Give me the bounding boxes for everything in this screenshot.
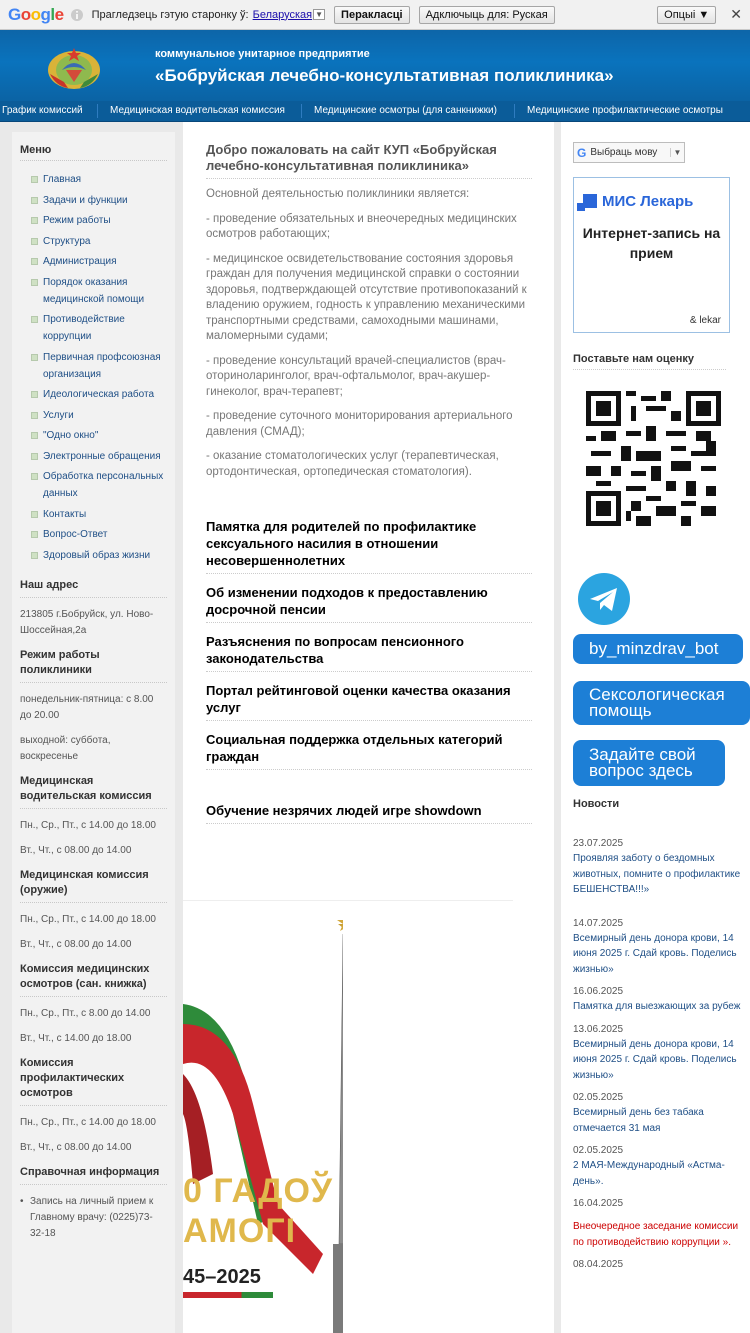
activity-paragraph: - оказание стоматологических услуг (терапевтическая, ортодонтическая, ортопедическая стоматология). (206, 450, 499, 478)
news-link[interactable]: Всемирный день донора крови, 14 июня 2025 г. Сдай кровь. Поделись жизнью» (573, 932, 737, 975)
sidebar-menu (20, 171, 167, 564)
nav-divider (514, 104, 515, 118)
menu-item[interactable]: Режим работы (20, 212, 167, 229)
menu-item[interactable]: Здоровый образ жизни (20, 547, 167, 564)
bullet-icon (31, 238, 38, 245)
schedule-title: Комиссия профилактических осмотров (20, 1056, 167, 1106)
reference-title: Справочная информация (20, 1165, 167, 1185)
news-link[interactable]: 2 МАЯ-Международный «Астма-день». (573, 1160, 725, 1187)
nav-item-preventive-exams[interactable]: Медицинские профилактические осмотры (527, 105, 723, 116)
nav-item-commission-schedule[interactable]: График комиссий (2, 105, 83, 116)
activity-paragraph: - медицинское освидетельствование состояния здоровья граждан для получения медицинской справки о состоянии здоровья, подтверждающей отсутствие противопоказаний к владению оружием, годность к управлению механическими транспортными средствами, самоходными машинами, маломерными судами; (206, 252, 527, 342)
news-link[interactable]: Всемирный день донора крови, 14 июня 2025 г. Сдай кровь. Поделись жизнью» (573, 1038, 737, 1081)
schedule-block (20, 962, 167, 1047)
bullet-icon (31, 279, 38, 286)
nav-item-driver-commission[interactable]: Медицинская водительская комиссия (110, 105, 285, 116)
news-item (573, 984, 741, 1015)
lekar-logo: & lekar (689, 315, 721, 326)
disable-translate-button[interactable]: Адключыць для: Руская (419, 6, 555, 24)
news-date: 08.04.2025 (573, 1259, 624, 1270)
schedule-block (20, 868, 167, 953)
reference-block (20, 1165, 167, 1185)
info-links (206, 518, 532, 824)
menu-item[interactable]: "Одно окно" (20, 427, 167, 444)
schedule-title: Медицинская водительская комиссия (20, 774, 167, 809)
news-item (573, 1257, 741, 1272)
sexology-help-button[interactable]: Сексологическая помощь (573, 681, 750, 725)
divider (183, 900, 513, 901)
bullet-icon (31, 511, 38, 518)
bullet-icon (31, 316, 38, 323)
site-header (0, 30, 750, 101)
target-language-link[interactable]: Беларуская (252, 8, 313, 21)
info-link[interactable]: Разъяснения по вопросам пенсионного законодательства (206, 633, 532, 672)
schedule-line: Пн., Ср., Пт., с 14.00 до 18.00 (20, 1116, 156, 1128)
schedule-line: Пн., Ср., Пт., с 14.00 до 18.00 (20, 913, 156, 925)
org-title[interactable]: «Бобруйская лечебно-консультативная поликлиника» (155, 66, 614, 85)
address-block (20, 578, 167, 765)
bullet-icon (31, 432, 38, 439)
banner-subheadline: АМОГІ (183, 1212, 297, 1250)
paper-plane-icon (578, 573, 630, 625)
bullet-icon (31, 453, 38, 460)
menu-item[interactable]: Обработка персональных данных (20, 468, 167, 502)
language-dropdown-icon[interactable]: ▼ (315, 10, 324, 19)
mis-logo-icon (583, 194, 597, 208)
news-item (573, 1022, 741, 1084)
nav-divider (301, 104, 302, 118)
news-date: 16.06.2025 (573, 986, 624, 997)
flag-stripe (183, 1292, 273, 1298)
menu-title: Меню (20, 144, 167, 161)
info-link[interactable]: Портал рейтинговой оценки качества оказания услуг (206, 682, 532, 721)
info-link[interactable]: Обучение незрячих людей игре showdown (206, 802, 532, 824)
chevron-down-icon: ▼ (670, 148, 684, 157)
google-g-icon: G (577, 145, 587, 160)
schedule-line: Пн., Ср., Пт., с 14.00 до 18.00 (20, 819, 156, 831)
bullet-icon (31, 176, 38, 183)
bullet-icon (31, 197, 38, 204)
ask-question-button[interactable]: Задайте свой вопрос здесь (573, 740, 725, 786)
schedule-line: Пн., Ср., Пт., с 8.00 до 14.00 (20, 1007, 151, 1019)
bullet-icon (31, 217, 38, 224)
reference-item: • Запись на личный прием к Главному врачу: (0225)73-32-18 (20, 1194, 167, 1242)
news-date: 16.04.2025 (573, 1198, 624, 1209)
schedule-line: Вт., Чт., с 08.00 до 14.00 (20, 844, 132, 856)
menu-item[interactable]: Противодействие коррупции (20, 311, 167, 345)
menu-item[interactable]: Структура (20, 233, 167, 250)
hours-weekend: выходной: суббота, воскресенье (20, 734, 111, 762)
google-logo: Google (8, 4, 64, 24)
translate-bar (0, 0, 750, 30)
menu-item[interactable]: Задачи и функции (20, 192, 167, 209)
news-item (573, 836, 741, 898)
bullet-icon (31, 412, 38, 419)
translate-prompt: Прагледзець гэтую старонку ў: (91, 8, 249, 21)
banner-years: 45–2025 (183, 1266, 261, 1288)
news-link[interactable]: Памятка для выезжающих за рубеж (573, 1001, 741, 1012)
address-title: Наш адрес (20, 578, 167, 598)
top-nav (0, 101, 750, 122)
activity-paragraph: - проведение суточного мониторирования артериального давления (СМАД); (206, 410, 513, 438)
victory-banner[interactable] (183, 914, 343, 1333)
translate-info-icon[interactable] (70, 8, 84, 22)
bullet-icon (31, 552, 38, 559)
language-select-label: Выбраць мову (590, 147, 658, 158)
org-subtitle: коммунальное унитарное предприятие (155, 48, 370, 60)
news-item (573, 916, 741, 978)
info-link[interactable]: Социальная поддержка отдельных категорий граждан (206, 731, 532, 770)
close-icon[interactable]: ✕ (730, 6, 742, 22)
mis-cta: Интернет-запись на прием (582, 225, 721, 261)
banner-headline: 0 ГАДОЎ (183, 1172, 334, 1210)
left-sidebar (12, 132, 175, 1333)
intro-text: Основной деятельностью поликлиники является: (206, 188, 470, 200)
bullet-icon (31, 391, 38, 398)
schedule-block (20, 774, 167, 859)
news-link[interactable]: Внеочередное заседание комиссии по противодействию коррупции ». (573, 1221, 739, 1248)
bullet-icon (31, 354, 38, 361)
bullet-icon (31, 473, 38, 480)
news-list (573, 836, 741, 1279)
menu-item[interactable]: Услуги (20, 407, 167, 424)
news-item (573, 1143, 741, 1189)
schedule-line: Вт., Чт., с 08.00 до 14.00 (20, 938, 132, 950)
nav-item-sanitary-exams[interactable]: Медицинские осмотры (для санкнижки) (314, 105, 497, 116)
state-emblem-icon (44, 46, 104, 90)
activity-paragraph: - проведение обязательных и внеочередных медицинских осмотров работающих; (206, 212, 517, 240)
menu-item[interactable]: Электронные обращения (20, 448, 167, 465)
language-select[interactable] (573, 142, 685, 163)
activity-paragraph: - проведение консультаций врачей-специалистов (врач-оториноларинголог, врач-офтальмолог, врач-акушер-гинеколог, врач-терапевт; (206, 354, 506, 398)
schedule-line: Вт., Чт., с 14.00 до 18.00 (20, 1032, 132, 1044)
nav-divider (97, 104, 98, 118)
main-content (183, 122, 554, 1333)
schedule-title: Медицинская комиссия (оружие) (20, 868, 167, 903)
news-link[interactable]: Проявляя заботу о бездомных животных, помните о профилактике БЕШЕНСТВА!!!» (573, 853, 741, 895)
bullet-icon (31, 258, 38, 265)
news-date: 13.06.2025 (573, 1023, 624, 1035)
address-text: 213805 г.Бобруйск, ул. Ново-Шоссейная,2а (20, 608, 154, 636)
menu-item[interactable]: Администрация (20, 253, 167, 270)
telegram-icon[interactable] (578, 573, 630, 625)
mis-brand: МИС Лекарь (602, 193, 694, 210)
hours-weekdays: понедельник-пятница: с 8.00 до 20.00 (20, 693, 154, 721)
menu-item[interactable]: Порядок оказания медицинской помощи (20, 274, 167, 308)
minzdrav-bot-button[interactable]: by_minzdrav_bot (573, 634, 743, 664)
menu-item[interactable]: Идеологическая работа (20, 386, 167, 403)
menu-item[interactable]: Главная (20, 171, 167, 188)
rate-title: Поставьте нам оценку (573, 353, 726, 370)
reference-list (20, 1194, 167, 1242)
schedule-block (20, 1056, 167, 1156)
translate-button[interactable]: Перакласці (334, 6, 410, 24)
mis-lekar-banner[interactable] (573, 177, 730, 333)
news-date: 02.05.2025 (573, 1145, 624, 1156)
info-link[interactable]: Об изменении подходов к предоставлению досрочной пенсии (206, 584, 532, 623)
news-link[interactable]: Всемирный день без табака отмечается 31 мая (573, 1107, 704, 1134)
news-title: Новости (573, 798, 620, 810)
schedule-title: Комиссия медицинских осмотров (сан. книжка) (20, 962, 167, 997)
news-item (573, 1196, 741, 1250)
news-date: 23.07.2025 (573, 838, 624, 849)
info-link[interactable]: Памятка для родителей по профилактике сексуального насилия в отношении несовершеннолетних (206, 518, 532, 574)
menu-item[interactable]: Вопрос-Ответ (20, 526, 167, 543)
schedule-line: Вт., Чт., с 08.00 до 14.00 (20, 1141, 132, 1153)
menu-item[interactable]: Контакты (20, 506, 167, 523)
bullet-icon (31, 531, 38, 538)
menu-item[interactable]: Первичная профсоюзная организация (20, 349, 167, 383)
news-date: 02.05.2025 (573, 1092, 624, 1103)
qr-code-icon[interactable] (586, 391, 721, 526)
welcome-heading: Добро пожаловать на сайт КУП «Бобруйская лечебно-консультативная поликлиника» (206, 142, 532, 179)
right-sidebar (561, 122, 750, 1333)
news-item (573, 1090, 741, 1136)
news-date: 14.07.2025 (573, 917, 624, 929)
options-button[interactable]: Опцыі ▼ (657, 6, 716, 24)
hours-title: Режим работы поликлиники (20, 648, 167, 683)
